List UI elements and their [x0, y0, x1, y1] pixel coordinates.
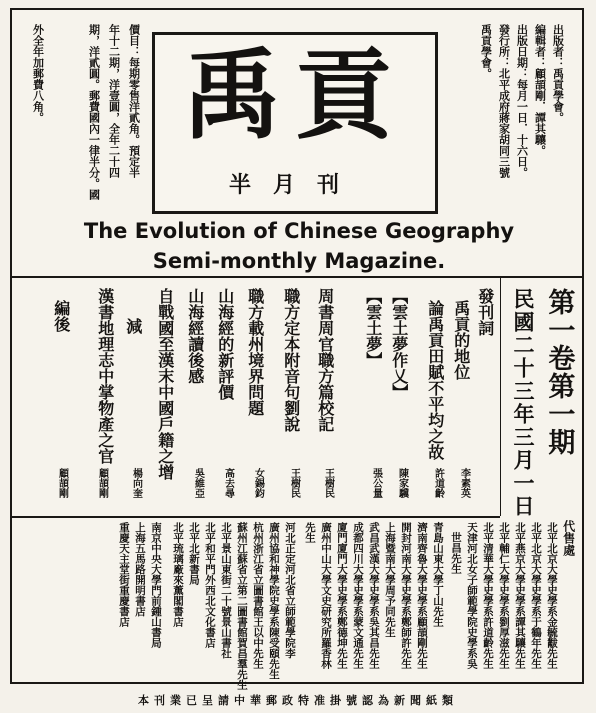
agent-item: 濟南齊魯大學史學系顧頡剛先生 — [416, 522, 429, 669]
agent-item: 重慶天主堂街重慶書店 — [118, 522, 131, 627]
publisher-line: 出版者：禹貢學會。 — [551, 24, 565, 123]
article-title: 周書周官職方篇校記 — [315, 288, 335, 432]
price-line-4: 外全年加郵費八角。 — [31, 24, 45, 123]
article-author: 女錫鈞 — [252, 468, 264, 498]
article-author: 陳家驥 — [396, 468, 408, 498]
agent-item: 武昌武漢大學史學系吳其昌先生 — [368, 522, 381, 669]
article-title: 減 — [123, 318, 143, 334]
agent-item: 南京中央大學門前鍾山書局 — [150, 522, 163, 648]
agent-item: 北平北京大學史學系于鶴年先生 — [530, 522, 543, 669]
price-line-1: 價目：每期零售洋貳角。預定半 — [127, 24, 141, 178]
header-divider — [12, 276, 582, 278]
magazine-title: 禹貢 — [182, 38, 407, 153]
agent-item: 成都四川大學史學系蒙文通先生 — [352, 522, 365, 669]
editor-line: 編輯者：顧頡剛．譚其驤。 — [533, 24, 547, 156]
agents-divider — [12, 516, 500, 518]
article-author: 吳維亞 — [192, 468, 204, 498]
agent-item: 蘇州江蘇省立第二圖書館賀昌羣先生 — [236, 522, 249, 690]
agent-item: 北平清華大學史學系許道齡先生 — [482, 522, 495, 669]
article-title: 發刊詞 — [475, 288, 495, 336]
distributor-name-line: 禹貢學會。 — [479, 24, 493, 79]
article-title: 論禹貢田賦不平均之故 — [425, 300, 445, 460]
masthead-box — [152, 32, 438, 214]
agent-item: 上海暨南大學周予同先生 — [384, 522, 397, 638]
agent-item: 北平琉璃廠來薰閣書店 — [172, 522, 185, 627]
agent-item: 北平北京大學史學系金毓黻先生 — [546, 522, 559, 669]
price-line-3: 期，洋貳圓。郵費國內一律半分。國 — [87, 24, 101, 200]
article-author: 王樹民 — [322, 468, 334, 498]
article-title: 自戰國至漢末中國戶籍之增 — [155, 288, 175, 480]
article-title: 【雲土夢】 — [363, 288, 383, 368]
issue-volume: 第一卷第一期 — [543, 288, 575, 456]
article-title: 編後 — [51, 300, 71, 332]
agent-item: 青島山東大學丁山先生 — [432, 522, 445, 627]
agent-item: 廣州協和神學院史學系陳受頤先生 — [268, 522, 281, 680]
magazine-subtitle: 半月刊 — [228, 172, 361, 198]
article-author: 王樹民 — [288, 468, 300, 498]
article-title: 漢書地理志中掌物產之官 — [95, 288, 115, 464]
article-author: 張公量 — [370, 468, 382, 498]
agents-title: 代售處 — [561, 520, 576, 556]
article-author: 楊向奎 — [130, 468, 142, 498]
issue-divider — [500, 278, 501, 516]
issue-date: 民國二十三年三月一日 — [511, 288, 537, 518]
agent-item: 北平燕京大學史學系譚其驤先生 — [514, 522, 527, 669]
agent-item: 北平和平門外西北文化書店 — [204, 522, 217, 648]
price-line-2: 年十二期，洋壹圓，全年二十四 — [107, 24, 121, 178]
english-title-line-1: The Evolution of Chinese Geography — [83, 219, 515, 243]
postal-registration-footer: 本刊業已呈請中華郵政特准掛號認為新聞紙類 — [138, 694, 458, 707]
article-title: 山海經的新評價 — [215, 288, 235, 400]
magazine-page — [10, 8, 584, 690]
agent-item: 杭州浙江省立圖書館王以中先生 — [252, 522, 265, 669]
article-author: 許道齡 — [432, 468, 444, 498]
agent-item: 先生 — [304, 522, 317, 543]
article-author: 李素英 — [458, 468, 470, 498]
agent-item: 北平景山東街二十號景山書社 — [220, 522, 233, 659]
agent-item: 河北正定河北省立師範學院李 — [284, 522, 297, 659]
article-title: 禹貢的地位 — [451, 300, 471, 380]
agent-item: 天津河北女子師範學院史學系吳 — [466, 522, 479, 669]
distributor-line: 發行所：北平成府蔣家胡同三號 — [497, 24, 511, 178]
agent-item: 廣州中山大學文史研究所羅香林 — [320, 522, 333, 669]
article-author: 高去尋 — [222, 468, 234, 498]
agent-item: 開封河南大學史學系鄭師許先生 — [400, 522, 413, 669]
article-author: 顧頡剛 — [56, 468, 68, 498]
article-title: 職方定本附音句劉說 — [281, 288, 301, 432]
article-title: 山海經讀後感 — [185, 288, 205, 384]
agent-item: 上海五馬路開明書店 — [134, 522, 147, 617]
agent-item: 廈門廈門大學史學系鄭德坤先生 — [336, 522, 349, 669]
agent-item: 世昌先生 — [450, 532, 463, 574]
article-title: 職方載州境界問題 — [245, 288, 265, 416]
article-title: 【雲土夢作乂】 — [389, 288, 409, 400]
agent-item: 北平北新書局 — [188, 522, 201, 585]
article-author: 顧頡剛 — [96, 468, 108, 498]
english-title-line-2: Semi-monthly Magazine. — [152, 249, 446, 273]
agent-item: 北平輔仁大學史學系劉厚滋先生 — [498, 522, 511, 669]
publish-date-line: 出版日期：每月一日．十六日。 — [515, 24, 529, 178]
